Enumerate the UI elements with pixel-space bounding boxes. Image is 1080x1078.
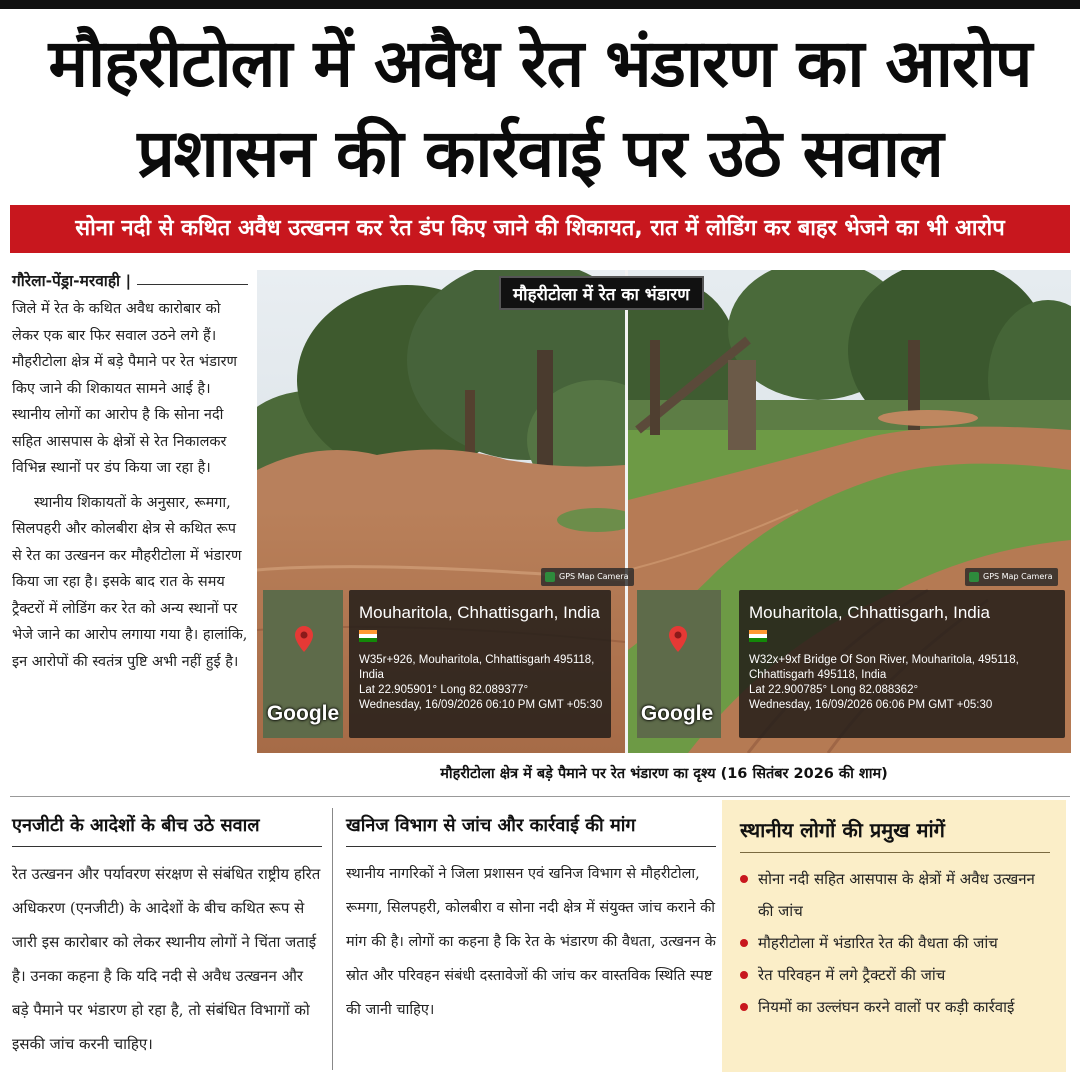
column-separator-1 bbox=[332, 808, 333, 1070]
column-ngt bbox=[12, 808, 322, 1061]
column-mining-dept-title: खनिज विभाग से जांच और कार्रवाई की मांग bbox=[346, 815, 636, 836]
photo-location-tag: मौहरीटोला में रेत का भंडारण bbox=[499, 276, 704, 310]
headline-line-2: प्रशासन की कार्रवाई पर उठे सवाल bbox=[137, 115, 943, 192]
dateline-rule bbox=[137, 284, 248, 285]
column-mining-dept-rule bbox=[346, 846, 716, 847]
column-ngt-rule bbox=[12, 846, 322, 847]
gps-coords-left: Lat 22.905901° Long 82.089377° bbox=[359, 684, 529, 696]
gps-camera-badge-left bbox=[541, 568, 634, 586]
gps-timestamp-left: Wednesday, 16/09/2026 06:10 PM GMT +05:30 bbox=[359, 699, 603, 711]
demands-box bbox=[722, 800, 1066, 1072]
bullet-icon bbox=[740, 971, 748, 979]
demands-title: स्थानीय लोगों की प्रमुख मांगें bbox=[740, 818, 945, 842]
demands-list bbox=[740, 863, 1050, 1023]
gps-card-left bbox=[349, 590, 611, 738]
gps-card-right bbox=[739, 590, 1065, 738]
demand-item bbox=[740, 863, 1050, 927]
gps-camera-badge-right bbox=[965, 568, 1058, 586]
lead-paragraph-2: स्थानीय शिकायतों के अनुसार, रूमगा, सिलपहरी और कोलबीरा क्षेत्र से कथित रूप से रेत का उत्खनन कर मौहरीटोला में भंडारण किया जा रहा है। इसके बाद रात के समय ट्रैक्टरों में लोडिंग कर रेत को अन्य स्थानों पर भेजे जाने का आरोप लगाया गया है। हालांकि, इन आरोपों की स्वतंत्र पुष्टि अभी नहीं हुई है। bbox=[12, 494, 248, 670]
column-ngt-title: एनजीटी के आदेशों के बीच उठे सवाल bbox=[12, 815, 260, 836]
gps-camera-label-left: GPS Map Camera bbox=[559, 572, 629, 581]
demand-item-text: नियमों का उल्लंघन करने वालों पर कड़ी कार्रवाई bbox=[758, 998, 1015, 1016]
camera-icon bbox=[969, 572, 979, 582]
top-rule bbox=[0, 0, 1080, 9]
bullet-icon bbox=[740, 939, 748, 947]
headline-line-1: मौहरीटोला में अवैध रेत भंडारण का आरोप bbox=[48, 25, 1032, 102]
dateline-text: गौरेला-पेंड्रा-मरवाही | bbox=[12, 272, 132, 290]
google-logo-right: Google bbox=[640, 702, 714, 725]
demands-rule bbox=[740, 852, 1050, 853]
news-photo bbox=[257, 270, 1071, 753]
column-ngt-body: रेत उत्खनन और पर्यावरण संरक्षण से संबंधित राष्ट्रीय हरित अधिकरण (एनजीटी) के आदेशों के बीच कथित रूप से जारी इस कारोबार को लेकर स्थानीय लोगों ने चिंता जताई है। उनका कहना है कि यदि नदी से अवैध उत्खनन और बड़े पैमाने पर भंडारण हो रहा है, तो संबंधित विभागों को इसकी जांच करनी चाहिए। bbox=[12, 865, 321, 1053]
gps-coords-right: Lat 22.900785° Long 82.088362° bbox=[749, 684, 919, 696]
demand-item-text: मौहरीटोला में भंडारित रेत की वैधता की जांच bbox=[758, 934, 998, 952]
dateline bbox=[12, 268, 248, 294]
map-pin-icon bbox=[669, 626, 687, 652]
lead-column bbox=[12, 268, 248, 675]
gps-place-right: Mouharitola, Chhattisgarh, India bbox=[749, 603, 990, 622]
gps-place-left: Mouharitola, Chhattisgarh, India bbox=[359, 603, 600, 622]
gps-address-left: W35r+926, Mouharitola, Chhattisgarh 495118, India bbox=[359, 654, 595, 681]
gps-address-right: W32x+9xf Bridge Of Son River, Mouharitola, 495118, Chhattisgarh 495118, India bbox=[749, 654, 1019, 681]
india-flag-icon bbox=[359, 630, 377, 642]
india-flag-icon bbox=[749, 630, 767, 642]
lead-paragraph-1: जिले में रेत के कथित अवैध कारोबार को लेकर एक बार फिर सवाल उठने लगे हैं। मौहरीटोला क्षेत्र में बड़े पैमाने पर रेत भंडारण किए जाने की शिकायत सामने आई है। स्थानीय लोगों का आरोप है कि सोना नदी सहित आसपास के क्षेत्रों से रेत निकालकर विभिन्न स्थानों पर डंप किया जा रहा है। bbox=[12, 301, 238, 476]
demand-item-text: सोना नदी सहित आसपास के क्षेत्रों में अवैध उत्खनन की जांच bbox=[758, 870, 1035, 920]
column-mining-dept-body: स्थानीय नागरिकों ने जिला प्रशासन एवं खनिज विभाग से मौहरीटोला, रूमगा, सिलपहरी, कोलबीरा व सोना नदी क्षेत्र में संयुक्त जांच कराने की मांग की है। लोगों का कहना है कि रेत के भंडारण की वैधता, उत्खनन के स्रोत और परिवहन संबंधी दस्तावेजों की जांच कर वास्तविक स्थिति स्पष्ट की जानी चाहिए। bbox=[346, 866, 716, 1018]
demand-item bbox=[740, 991, 1050, 1023]
demand-item bbox=[740, 959, 1050, 991]
gps-map-thumbnail-left bbox=[263, 590, 343, 738]
gps-camera-label-right: GPS Map Camera bbox=[983, 572, 1053, 581]
section-divider bbox=[10, 796, 1070, 797]
google-logo-left: Google bbox=[266, 702, 340, 725]
demand-item bbox=[740, 927, 1050, 959]
gps-map-thumbnail-right bbox=[637, 590, 721, 738]
demand-item-text: रेत परिवहन में लगे ट्रैक्टरों की जांच bbox=[758, 966, 946, 984]
gps-timestamp-right: Wednesday, 16/09/2026 06:06 PM GMT +05:30 bbox=[749, 699, 993, 711]
bullet-icon bbox=[740, 875, 748, 883]
map-pin-icon bbox=[295, 626, 313, 652]
bullet-icon bbox=[740, 1003, 748, 1011]
subheadline-banner: सोना नदी से कथित अवैध उत्खनन कर रेत डंप किए जाने की शिकायत, रात में लोडिंग कर बाहर भेजने का भी आरोप bbox=[10, 205, 1070, 253]
column-mining-dept bbox=[346, 808, 716, 1027]
camera-icon bbox=[545, 572, 555, 582]
photo-caption: मौहरीटोला क्षेत्र में बड़े पैमाने पर रेत भंडारण का दृश्य (16 सितंबर 2026 की शाम) bbox=[440, 766, 888, 782]
